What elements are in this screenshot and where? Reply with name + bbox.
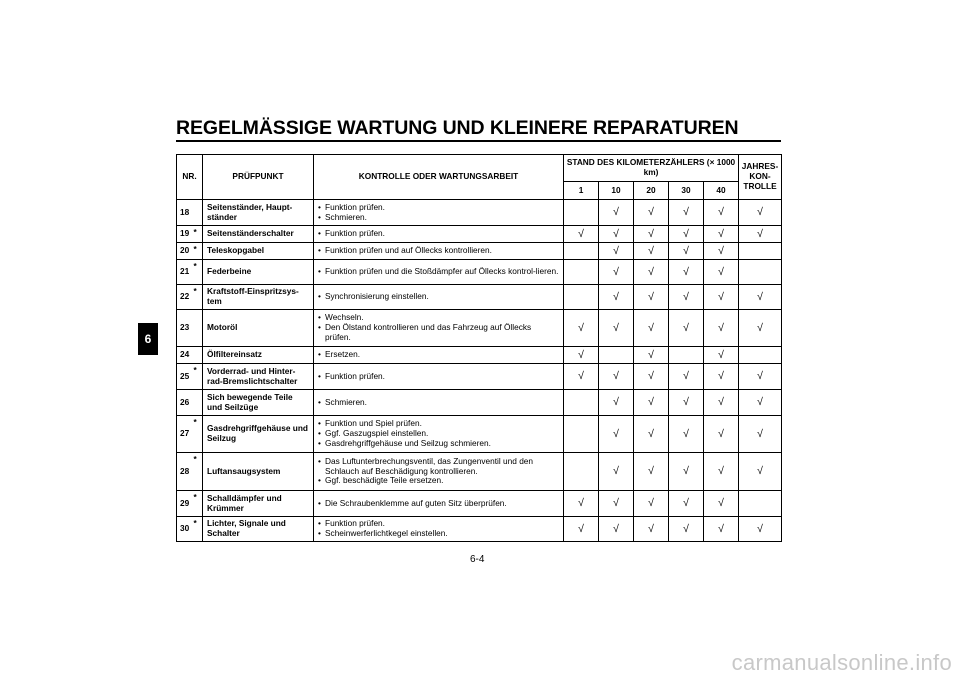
row-number: 26 [177, 390, 194, 416]
table-row [177, 347, 782, 364]
check-mark-km-30: √ [669, 364, 704, 390]
check-mark-km-40: √ [704, 453, 739, 491]
maintenance-task [314, 347, 564, 364]
header-item: PRÜFPUNKT [203, 155, 314, 200]
check-mark-annual: √ [739, 453, 782, 491]
dealer-service-marker: * [194, 364, 203, 390]
dealer-service-marker: * [194, 260, 203, 285]
header-annual: JAHRES-KON-TROLLE [739, 155, 782, 200]
check-mark-annual [739, 347, 782, 364]
header-km-10: 10 [599, 182, 634, 200]
task-list [318, 519, 559, 539]
check-mark-km-1 [564, 260, 599, 285]
check-item: Schalldämpfer und Krümmer [203, 491, 314, 517]
check-mark-annual: √ [739, 310, 782, 347]
task-list-item: • Gasdrehgriffgehäuse und Seilzug schmieren. [318, 439, 559, 449]
dealer-service-marker: * [194, 416, 203, 453]
task-list-item: • Ersetzen. [318, 350, 559, 360]
check-mark-km-1: √ [564, 347, 599, 364]
check-mark-km-30 [669, 347, 704, 364]
task-list [318, 419, 559, 449]
task-list [318, 499, 559, 509]
maintenance-task [314, 243, 564, 260]
dealer-service-marker: * [194, 226, 203, 243]
row-number: 29 [177, 491, 194, 517]
table-row [177, 226, 782, 243]
task-list-item: • Ggf. beschädigte Teile ersetzen. [318, 476, 559, 486]
row-number: 19 [177, 226, 194, 243]
check-mark-km-20: √ [634, 260, 669, 285]
check-mark-km-10: √ [599, 285, 634, 310]
check-mark-km-1: √ [564, 310, 599, 347]
maintenance-task [314, 491, 564, 517]
check-item: Gasdrehgriffgehäuse und Seilzug [203, 416, 314, 453]
check-mark-km-30: √ [669, 416, 704, 453]
check-mark-km-1 [564, 285, 599, 310]
maintenance-table [176, 154, 782, 542]
check-mark-km-20: √ [634, 285, 669, 310]
dealer-service-marker: * [194, 491, 203, 517]
maintenance-task [314, 310, 564, 347]
check-mark-km-10: √ [599, 491, 634, 517]
row-number: 28 [177, 453, 194, 491]
check-mark-km-1: √ [564, 364, 599, 390]
check-mark-km-30: √ [669, 226, 704, 243]
maintenance-task [314, 390, 564, 416]
task-list-item: • Scheinwerferlichtkegel einstellen. [318, 529, 559, 539]
maintenance-task [314, 517, 564, 542]
check-mark-km-30: √ [669, 285, 704, 310]
check-mark-km-1: √ [564, 517, 599, 542]
task-list-item: • Funktion prüfen. [318, 372, 559, 382]
dealer-service-marker [194, 310, 203, 347]
row-number: 18 [177, 200, 194, 226]
check-mark-annual: √ [739, 364, 782, 390]
table-row [177, 310, 782, 347]
dealer-service-marker: * [194, 453, 203, 491]
header-km-30: 30 [669, 182, 704, 200]
check-mark-km-20: √ [634, 364, 669, 390]
check-mark-annual: √ [739, 390, 782, 416]
maintenance-task [314, 453, 564, 491]
check-mark-km-30: √ [669, 260, 704, 285]
check-mark-km-20: √ [634, 243, 669, 260]
maintenance-task [314, 226, 564, 243]
check-mark-km-20: √ [634, 390, 669, 416]
check-mark-km-30: √ [669, 453, 704, 491]
check-mark-km-40: √ [704, 517, 739, 542]
task-list-item: • Synchronisierung einstellen. [318, 292, 559, 302]
task-list-item: • Funktion prüfen und die Stoßdämpfer auf Öllecks kontrol-lieren. [318, 267, 559, 277]
check-mark-km-10: √ [599, 517, 634, 542]
table-row [177, 364, 782, 390]
check-mark-km-40: √ [704, 260, 739, 285]
task-list-item: • Funktion prüfen und auf Öllecks kontrollieren. [318, 246, 559, 256]
check-mark-km-10: √ [599, 416, 634, 453]
page-title: REGELMÄSSIGE WARTUNG UND KLEINERE REPARATUREN [176, 117, 739, 139]
check-mark-km-10 [599, 347, 634, 364]
check-mark-km-20: √ [634, 491, 669, 517]
task-list-item: • Funktion und Spiel prüfen. [318, 419, 559, 429]
check-mark-km-1 [564, 243, 599, 260]
check-mark-km-30: √ [669, 390, 704, 416]
task-list [318, 398, 559, 408]
check-item: Sich bewegende Teile und Seilzüge [203, 390, 314, 416]
check-item: Kraftstoff-Einspritzsys-tem [203, 285, 314, 310]
check-mark-annual [739, 243, 782, 260]
check-mark-km-40: √ [704, 390, 739, 416]
check-mark-km-1: √ [564, 226, 599, 243]
row-number: 21 [177, 260, 194, 285]
maintenance-task [314, 364, 564, 390]
header-nr: NR. [177, 155, 203, 200]
check-item: Vorderrad- und Hinter-rad-Bremslichtschalter [203, 364, 314, 390]
row-number: 23 [177, 310, 194, 347]
task-list-item: • Schmieren. [318, 398, 559, 408]
dealer-service-marker: * [194, 285, 203, 310]
check-item: Luftansaugsystem [203, 453, 314, 491]
check-mark-km-30: √ [669, 200, 704, 226]
check-mark-km-20: √ [634, 517, 669, 542]
row-number: 27 [177, 416, 194, 453]
check-mark-km-40: √ [704, 416, 739, 453]
maintenance-task [314, 260, 564, 285]
header-task: KONTROLLE ODER WARTUNGSARBEIT [314, 155, 564, 200]
table-row [177, 260, 782, 285]
task-list-item: • Die Schraubenklemme auf guten Sitz überprüfen. [318, 499, 559, 509]
check-mark-km-20: √ [634, 347, 669, 364]
check-mark-km-20: √ [634, 416, 669, 453]
check-mark-km-10: √ [599, 200, 634, 226]
header-km-20: 20 [634, 182, 669, 200]
check-mark-km-20: √ [634, 200, 669, 226]
check-mark-km-40: √ [704, 491, 739, 517]
table-row [177, 285, 782, 310]
dealer-service-marker [194, 200, 203, 226]
check-item: Federbeine [203, 260, 314, 285]
check-mark-km-1 [564, 200, 599, 226]
check-mark-annual: √ [739, 226, 782, 243]
check-mark-annual: √ [739, 517, 782, 542]
dealer-service-marker: * [194, 517, 203, 542]
table-row [177, 517, 782, 542]
table-row [177, 390, 782, 416]
check-mark-km-40: √ [704, 347, 739, 364]
check-mark-km-1 [564, 390, 599, 416]
check-mark-km-40: √ [704, 285, 739, 310]
check-mark-km-10: √ [599, 453, 634, 491]
check-mark-km-20: √ [634, 226, 669, 243]
check-mark-km-1: √ [564, 491, 599, 517]
check-mark-km-30: √ [669, 243, 704, 260]
table-row [177, 453, 782, 491]
task-list-item: • Wechseln. [318, 313, 559, 323]
chapter-tab: 6 [138, 323, 158, 355]
task-list [318, 292, 559, 302]
task-list-item: • Funktion prüfen. [318, 203, 559, 213]
page-number: 6-4 [470, 554, 485, 565]
table-row [177, 416, 782, 453]
check-mark-km-40: √ [704, 226, 739, 243]
check-item: Lichter, Signale und Schalter [203, 517, 314, 542]
row-number: 25 [177, 364, 194, 390]
check-mark-annual: √ [739, 200, 782, 226]
row-number: 22 [177, 285, 194, 310]
header-odometer: STAND DES KILOMETERZÄHLERS (× 1000 km) [564, 155, 739, 182]
check-mark-annual [739, 260, 782, 285]
task-list [318, 372, 559, 382]
check-mark-km-30: √ [669, 310, 704, 347]
row-number: 24 [177, 347, 194, 364]
task-list [318, 267, 559, 277]
maintenance-task [314, 416, 564, 453]
check-mark-km-10: √ [599, 243, 634, 260]
task-list-item: • Funktion prüfen. [318, 229, 559, 239]
dealer-service-marker [194, 347, 203, 364]
task-list-item: • Den Ölstand kontrollieren und das Fahrzeug auf Öllecks prüfen. [318, 323, 559, 343]
task-list [318, 313, 559, 343]
check-mark-km-20: √ [634, 310, 669, 347]
check-mark-annual: √ [739, 416, 782, 453]
check-mark-km-40: √ [704, 200, 739, 226]
check-item: Teleskopgabel [203, 243, 314, 260]
check-mark-km-10: √ [599, 226, 634, 243]
check-mark-annual: √ [739, 285, 782, 310]
dealer-service-marker [194, 390, 203, 416]
check-mark-km-1 [564, 416, 599, 453]
check-mark-km-30: √ [669, 491, 704, 517]
check-mark-km-10: √ [599, 310, 634, 347]
check-mark-km-30: √ [669, 517, 704, 542]
check-item: Seitenständerschalter [203, 226, 314, 243]
header-km-1: 1 [564, 182, 599, 200]
table-row [177, 491, 782, 517]
title-rule [176, 140, 781, 142]
check-item: Ölfiltereinsatz [203, 347, 314, 364]
table-row [177, 243, 782, 260]
task-list-item: • Funktion prüfen. [318, 519, 559, 529]
task-list-item: • Ggf. Gaszugspiel einstellen. [318, 429, 559, 439]
maintenance-task [314, 285, 564, 310]
dealer-service-marker: * [194, 243, 203, 260]
check-mark-km-10: √ [599, 364, 634, 390]
check-mark-km-1 [564, 453, 599, 491]
maintenance-task [314, 200, 564, 226]
task-list-item: • Das Luftunterbrechungsventil, das Zungenventil und den Schlauch auf Beschädigung kontrollieren. [318, 457, 559, 477]
task-list [318, 203, 559, 223]
task-list [318, 246, 559, 256]
task-list-item: • Schmieren. [318, 213, 559, 223]
header-km-40: 40 [704, 182, 739, 200]
check-mark-km-40: √ [704, 310, 739, 347]
check-mark-km-20: √ [634, 453, 669, 491]
check-mark-km-10: √ [599, 390, 634, 416]
check-mark-annual [739, 491, 782, 517]
footer-watermark: carmanualsonline.info [731, 650, 952, 675]
row-number: 20 [177, 243, 194, 260]
table-row [177, 200, 782, 226]
check-mark-km-10: √ [599, 260, 634, 285]
task-list [318, 229, 559, 239]
task-list [318, 457, 559, 487]
check-mark-km-40: √ [704, 364, 739, 390]
check-item: Seitenständer, Haupt-ständer [203, 200, 314, 226]
check-mark-km-40: √ [704, 243, 739, 260]
check-item: Motoröl [203, 310, 314, 347]
task-list [318, 350, 559, 360]
row-number: 30 [177, 517, 194, 542]
